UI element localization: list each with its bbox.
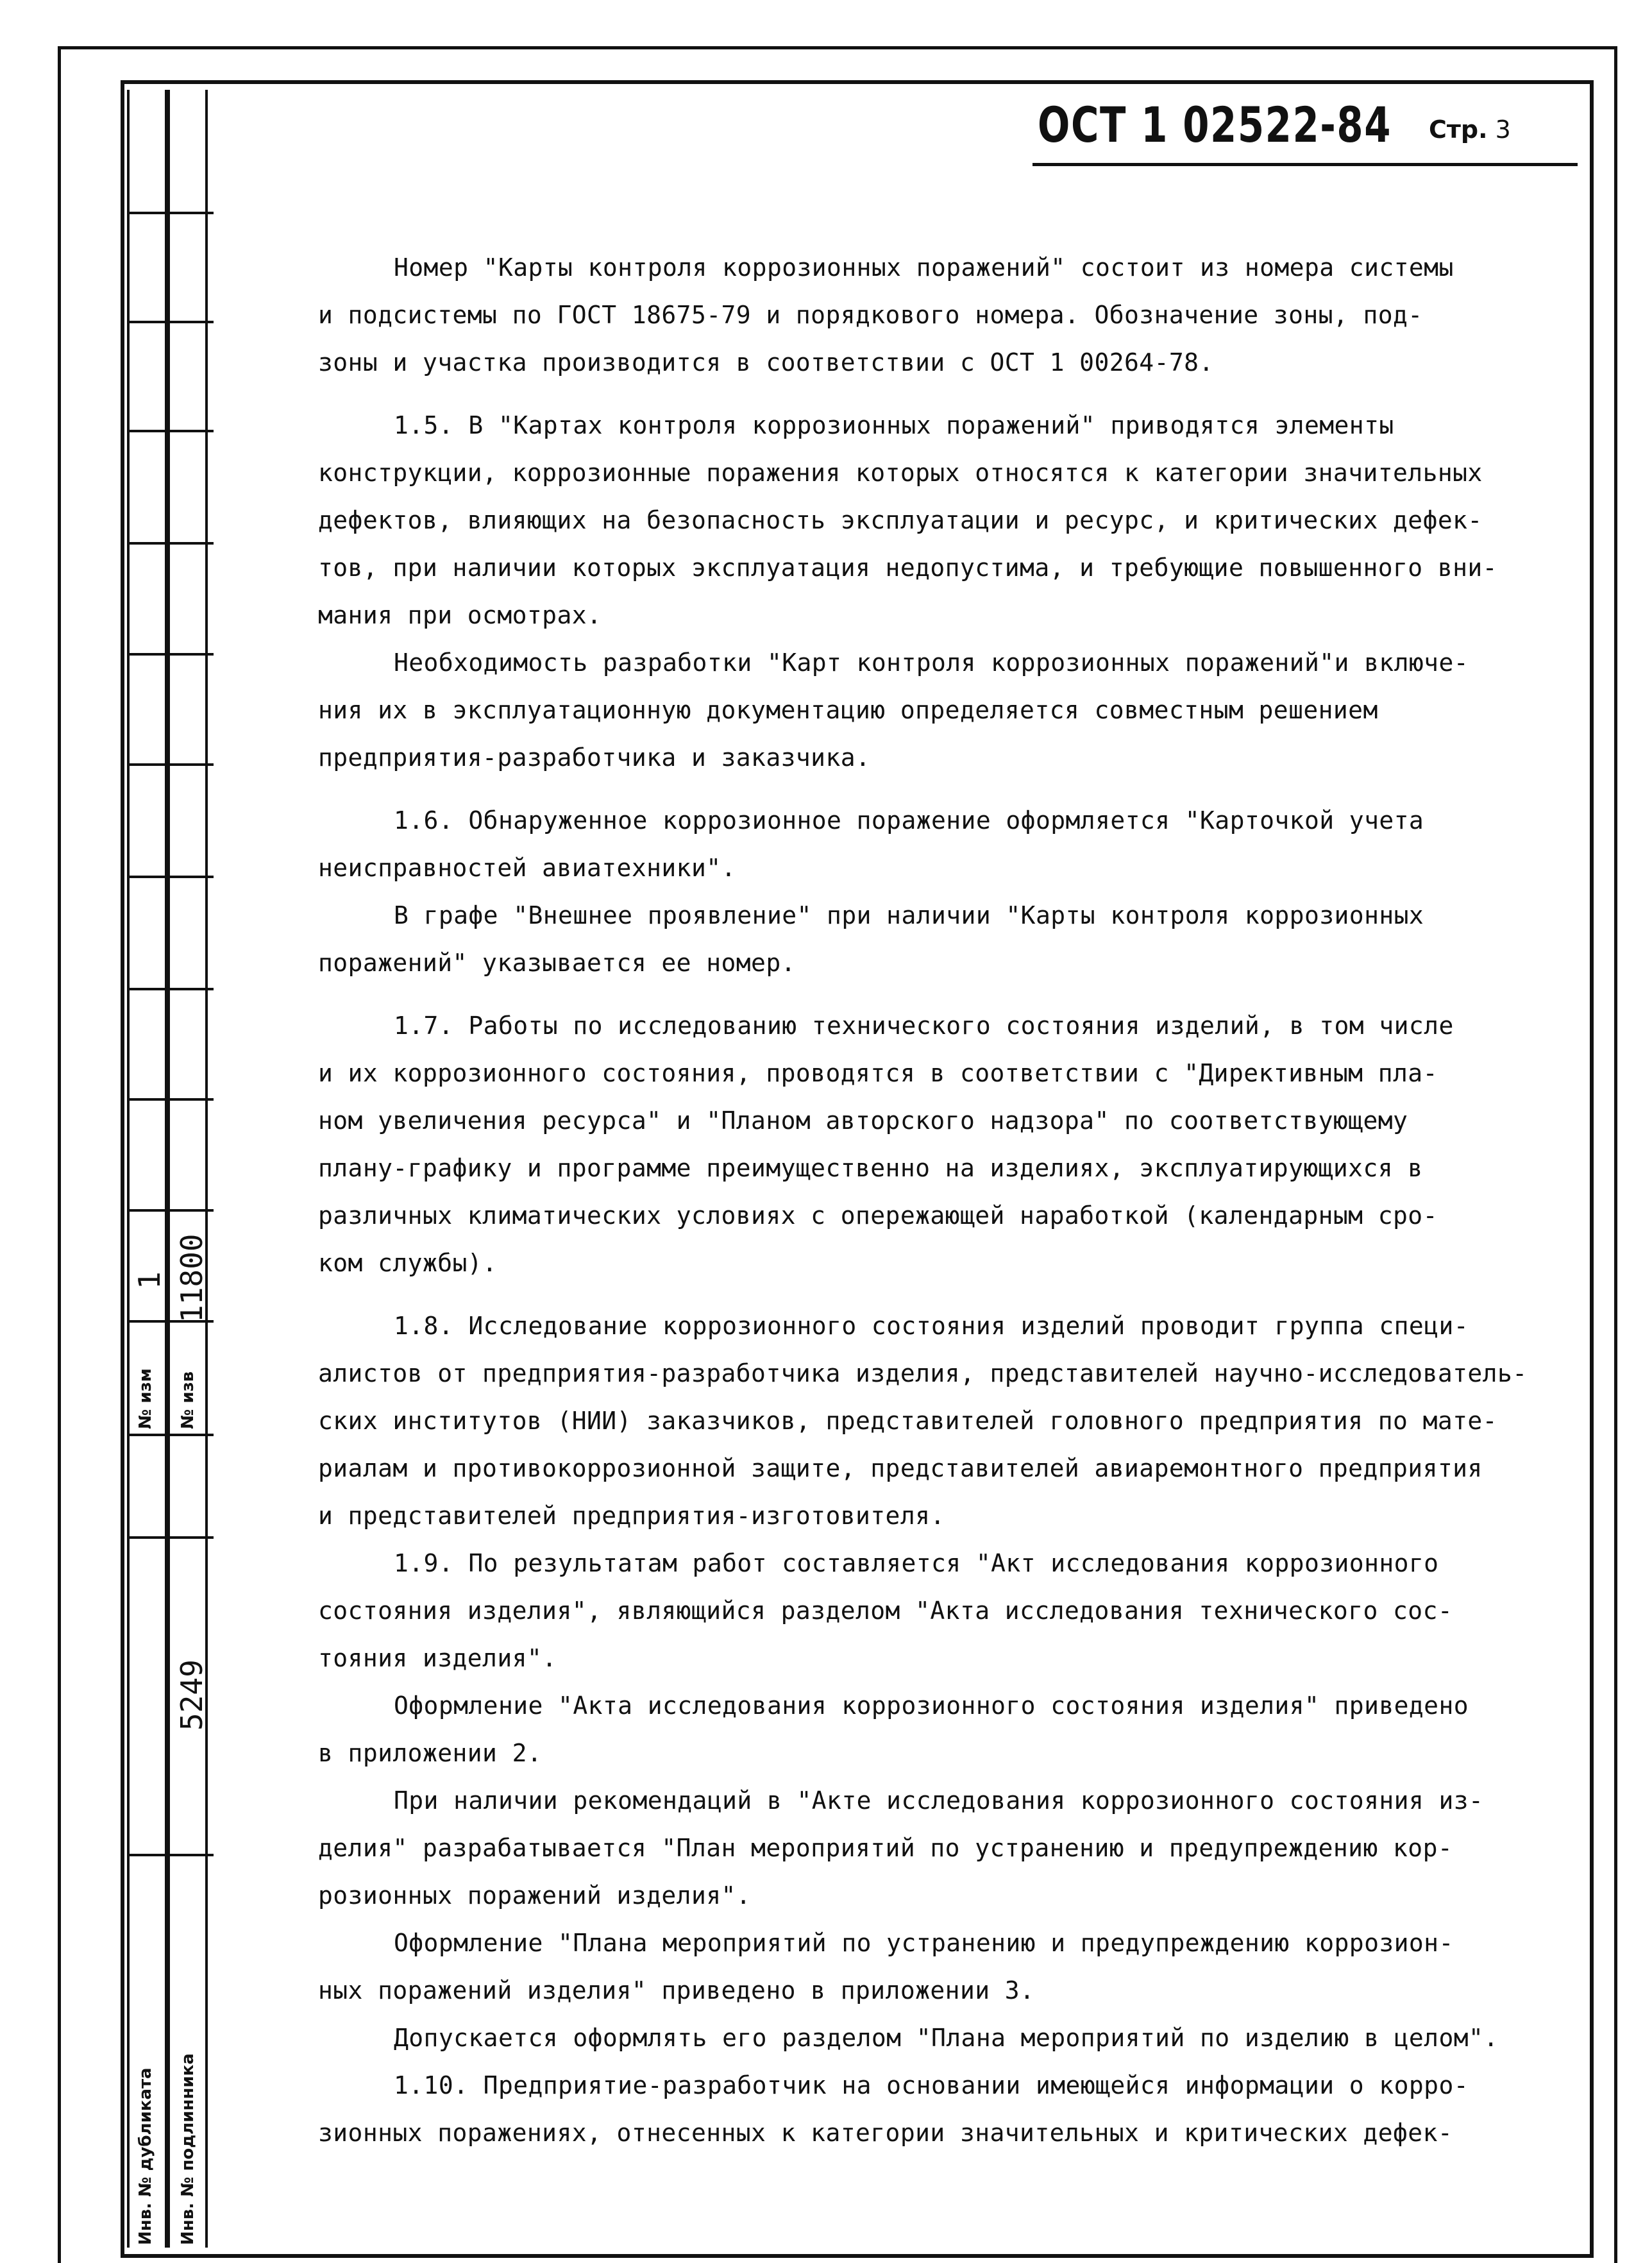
stamp-divider	[127, 1854, 214, 1856]
stamp-divider	[127, 1209, 214, 1212]
text-line: конструкции, коррозионные поражения которых относятся к категории значительных	[318, 459, 1483, 487]
text-line: Оформление "Плана мероприятий по устранению и предупреждению коррозион-	[394, 1929, 1454, 1957]
text-line: ния их в эксплуатационную документацию определяется совместным решением	[318, 696, 1378, 724]
text-line: 1.10. Предприятие-разработчик на основании имеющейся информации о корро-	[394, 2071, 1469, 2099]
text-line: зионных поражениях, отнесенных к категории значительных и критических дефек-	[318, 2119, 1453, 2147]
page-number: 3	[1495, 115, 1511, 144]
text-line: В графе "Внешнее проявление" при наличии "Карты контроля коррозионных	[394, 901, 1424, 929]
stamp-inv-dubl-label: Инв. № дубликата	[136, 2067, 155, 2245]
stamp-divider	[127, 1098, 214, 1101]
page-indicator	[1429, 115, 1511, 144]
text-line: 1.6. Обнаруженное коррозионное поражение оформляется "Карточкой учета	[394, 806, 1424, 835]
stamp-inv-podl-label: Инв. № подлинника	[178, 2053, 198, 2245]
text-line: ком службы).	[318, 1249, 498, 1277]
text-line: состояния изделия", являющийся разделом "Акта исследования технического сос-	[318, 1597, 1453, 1625]
text-line: мания при осмотрах.	[318, 601, 602, 629]
text-line: поражений" указывается ее номер.	[318, 949, 796, 977]
text-line: и их коррозионного состояния, проводятся в соответствии с "Директивным пла-	[318, 1059, 1438, 1087]
text-line: Необходимость разработки "Карт контроля коррозионных поражений"и включе-	[394, 648, 1469, 677]
header-rule	[1032, 163, 1578, 166]
stamp-column-right	[167, 90, 208, 2248]
stamp-divider	[127, 542, 214, 545]
document-number: ОСТ 1 02522-84	[1038, 96, 1392, 153]
text-line: в приложении 2.	[318, 1739, 543, 1767]
stamp-divider	[127, 653, 214, 656]
text-line: Оформление "Акта исследования коррозионного состояния изделия" приведено	[394, 1691, 1469, 1720]
stamp-inv-podl-value: 5249	[174, 1659, 209, 1731]
text-line: Допускается оформлять его разделом "Плана мероприятий по изделию в целом".	[394, 2024, 1499, 2052]
stamp-divider	[127, 430, 214, 432]
text-line: и подсистемы по ГОСТ 18675-79 и порядкового номера. Обозначение зоны, под-	[318, 301, 1423, 329]
stamp-divider	[127, 1536, 214, 1539]
text-line: алистов от предприятия-разработчика изделия, представителей научно-исследователь-	[318, 1359, 1528, 1387]
text-line: розионных поражений изделия".	[318, 1881, 752, 1910]
text-line: 1.7. Работы по исследованию технического состояния изделий, в том числе	[394, 1012, 1454, 1040]
stamp-divider	[127, 212, 214, 214]
text-line: 1.5. В "Картах контроля коррозионных поражений" приводятся элементы	[394, 411, 1394, 439]
text-line: ных поражений изделия" приведено в приложении 3.	[318, 1976, 1035, 2004]
stamp-izv-value: 11800	[174, 1233, 209, 1323]
stamp-izm-value: 1	[132, 1271, 167, 1289]
stamp-divider	[127, 1434, 214, 1436]
text-line: ских институтов (НИИ) заказчиков, представителей головного предприятия по мате-	[318, 1407, 1497, 1435]
text-line: 1.8. Исследование коррозионного состояния изделий проводит группа специ-	[394, 1312, 1469, 1340]
text-line: тояния изделия".	[318, 1644, 557, 1672]
page-label: Стр.	[1429, 115, 1488, 144]
text-line: плану-графику и программе преимущественно на изделиях, эксплуатирующихся в	[318, 1154, 1423, 1182]
text-line: Номер "Карты контроля коррозионных поражений" состоит из номера системы	[394, 253, 1454, 282]
stamp-izv-label: № изв	[178, 1371, 198, 1429]
stamp-izm-label: № изм	[136, 1368, 155, 1429]
text-line: неисправностей авиатехники".	[318, 854, 736, 882]
text-line: делия" разрабатывается "План мероприятий по устранению и предупреждению кор-	[318, 1834, 1453, 1862]
text-line: и представителей предприятия-изготовителя.	[318, 1502, 945, 1530]
text-line: зоны и участка производится в соответствии с ОСТ 1 00264-78.	[318, 348, 1214, 377]
text-line: При наличии рекомендаций в "Акте исследования коррозионного состояния из-	[394, 1786, 1484, 1815]
text-line: ном увеличения ресурса" и "Планом авторского надзора" по соответствующему	[318, 1106, 1408, 1135]
text-line: дефектов, влияющих на безопасность эксплуатации и ресурс, и критических дефек-	[318, 506, 1483, 534]
text-line: 1.9. По результатам работ составляется "Акт исследования коррозионного	[394, 1549, 1439, 1577]
text-line: тов, при наличии которых эксплуатация недопустима, и требующие повышенного вни-	[318, 554, 1497, 582]
stamp-divider	[127, 988, 214, 990]
stamp-divider	[127, 321, 214, 323]
stamp-column-left	[127, 90, 167, 2248]
stamp-divider	[127, 876, 214, 878]
stamp-divider	[127, 763, 214, 766]
document-body	[318, 244, 1528, 2157]
text-line: риалам и противокоррозионной защите, представителей авиаремонтного предприятия	[318, 1454, 1483, 1482]
text-line: предприятия-разработчика и заказчика.	[318, 743, 871, 772]
text-line: различных климатических условиях с опережающей наработкой (календарным сро-	[318, 1201, 1438, 1230]
